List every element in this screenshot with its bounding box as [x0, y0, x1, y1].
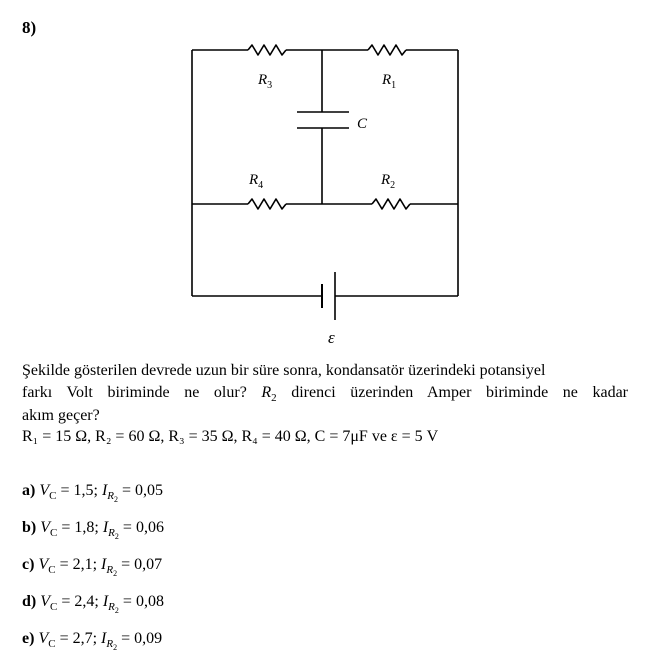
- question-line-2: farkı Volt biriminde ne olur? $R_2$ direnci üzerinden Amper biriminde ne kadar: [22, 384, 629, 404]
- label-r1: $R_1$: [382, 72, 397, 91]
- label-r3: $R_3$: [258, 72, 273, 91]
- option-a[interactable]: a) $V_C = 1,5$; $I_{R_2} = 0,05$: [22, 482, 164, 504]
- label-r2: $R_2$: [381, 172, 396, 191]
- given-values: R₁ = 15 Ω, R₂ = 60 Ω, R₃ = 35 Ω, R₄ = 40 Ω, C = 7μF ve ε = 5 V: [22, 428, 439, 445]
- question-line-3: akım geçer?: [22, 407, 100, 424]
- label-emf: ε: [328, 328, 335, 347]
- answer-options: [22, 482, 164, 667]
- label-c: C: [357, 116, 368, 132]
- resistor-r2: [372, 199, 410, 209]
- option-b[interactable]: b) $V_C = 1,8$; $I_{R_2} = 0,06$: [22, 519, 164, 541]
- question-number: 8): [22, 18, 37, 37]
- resistor-r1: [368, 45, 406, 55]
- option-c[interactable]: c) $V_C = 2,1$; $I_{R_2} = 0,07$: [22, 556, 163, 578]
- question-text: [22, 360, 628, 427]
- option-d[interactable]: d) $V_C = 2,4$; $I_{R_2} = 0,08$: [22, 593, 164, 615]
- question-line-1: Şekilde gösterilen devrede uzun bir süre sonra, kondansatör üzerindeki potansiyel: [22, 362, 546, 379]
- option-e[interactable]: e) $V_C = 2,7$; $I_{R_2} = 0,09$: [22, 630, 163, 652]
- resistor-r3: [248, 45, 286, 55]
- resistor-r4: [248, 199, 286, 209]
- label-r4: $R_4$: [249, 172, 264, 191]
